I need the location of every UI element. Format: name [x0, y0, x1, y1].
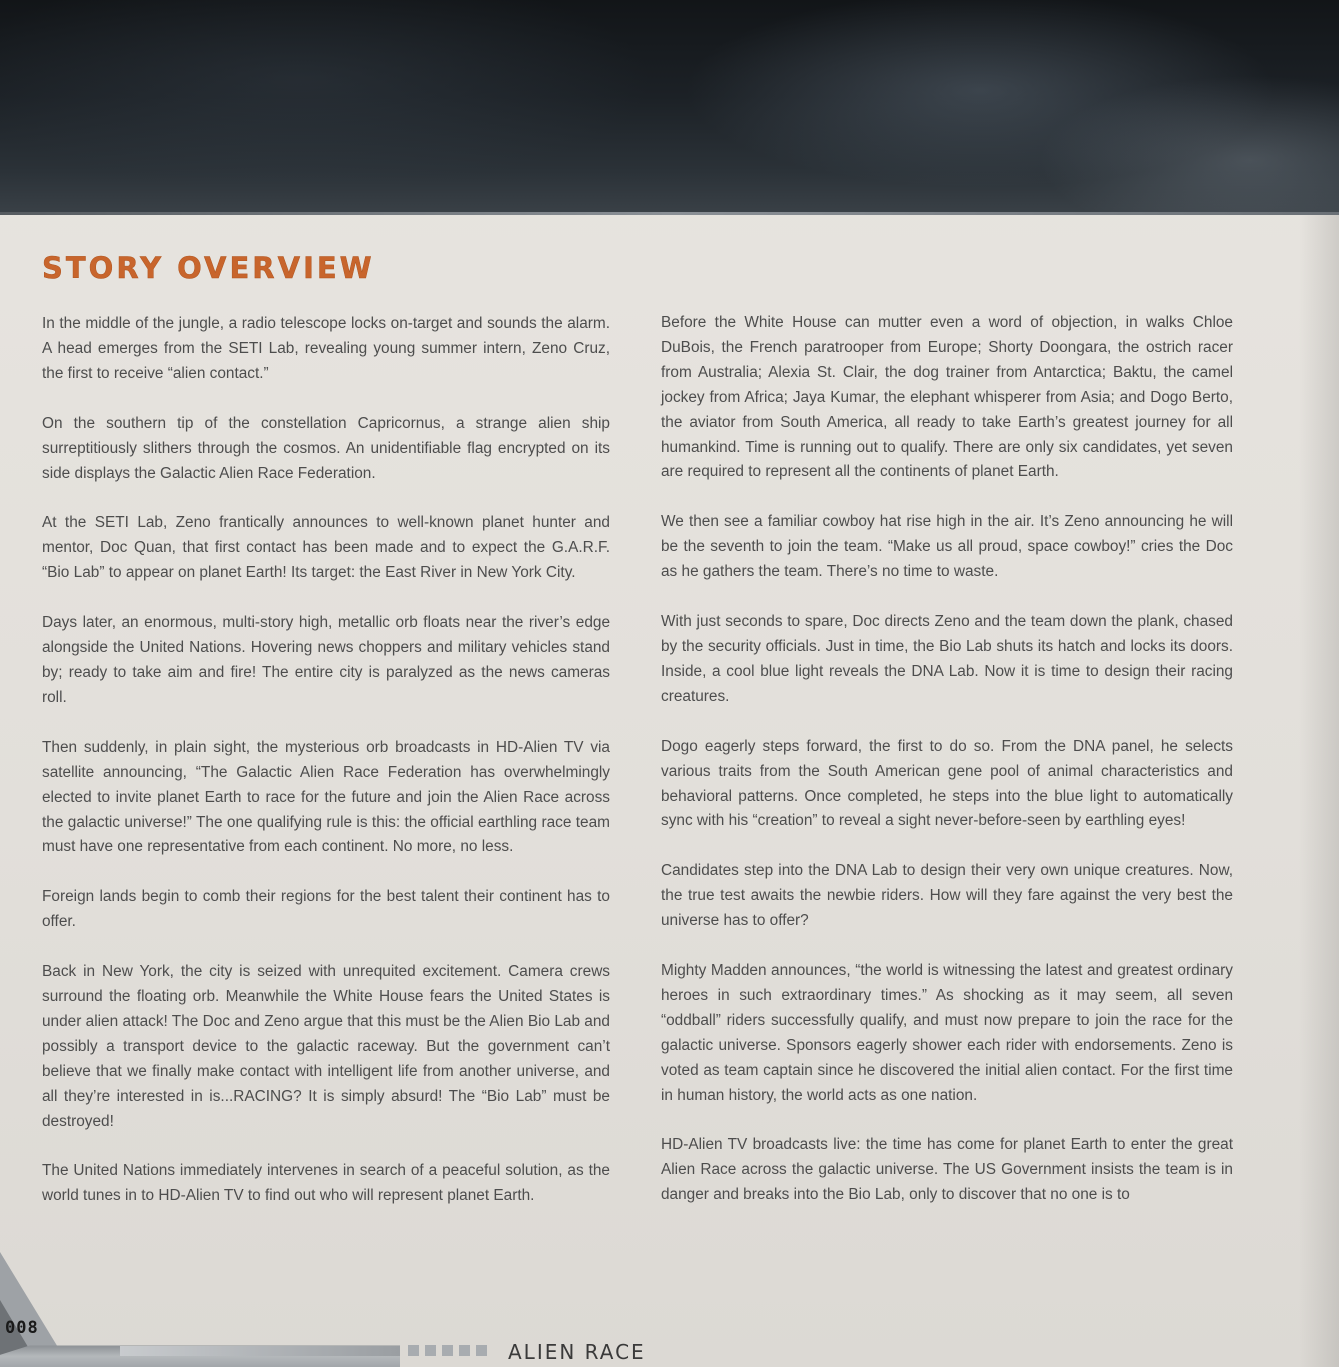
paragraph: With just seconds to spare, Doc directs Zeno and the team down the plank, chased by the security officials. Just in time, the Bio Lab shuts its hatch and locks its doors. Inside, a cool blue light reveals the DNA Lab. Now it is time to design their racing creatures. [661, 613, 1233, 705]
paragraph: HD-Alien TV broadcasts live: the time has come for planet Earth to enter the great Alien Race across the galactic universe. The US Government insists the team is in danger and breaks into the Bio Lab, only to discover that no one is to [661, 1136, 1233, 1204]
footer-brand: ALIEN RACE [508, 1340, 646, 1364]
right-text-column [661, 311, 1233, 1233]
paragraph: Days later, an enormous, multi-story high, metallic orb floats near the river’s edge alongside the United Nations. Hovering news choppers and military vehicles stand by; ready to take aim and fire! The entire city is paralyzed as the news cameras roll. [42, 614, 610, 706]
paragraph: On the southern tip of the constellation Capricornus, a strange alien ship surreptitiously slithers through the cosmos. An unidentifiable flag encrypted on its side displays the Galactic Alien Race Federation. [42, 414, 610, 482]
paragraph: In the middle of the jungle, a radio telescope locks on-target and sounds the alarm. A head emerges from the SETI Lab, revealing young summer intern, Zeno Cruz, the first to receive “alien contact.” [42, 315, 610, 382]
footer-square [459, 1345, 470, 1356]
paragraph: The United Nations immediately intervenes in search of a peaceful solution, as the world tunes in to HD-Alien TV to find out who will represent planet Earth. [42, 1162, 610, 1205]
paragraph: At the SETI Lab, Zeno frantically announces to well-known planet hunter and mentor, Doc Quan, that first contact has been made and to expect the G.A.R.F. “Bio Lab” to appear on planet Earth! Its target: the East River in New York City. [42, 514, 610, 582]
paragraph: Back in New York, the city is seized with unrequited excitement. Camera crews surround the floating orb. Meanwhile the White House fears the United States is under alien attack! The Doc and Zeno argue that this must be the Alien Bio Lab and possibly a transport device to the galactic raceway. But the government can’t believe that we finally make contact with intelligent life from another universe, and all they’re interested in is...RACING? It is simply absurd! The “Bio Lab” must be destroyed! [42, 963, 610, 1130]
footer-square [442, 1345, 453, 1356]
paragraph: We then see a familiar cowboy hat rise high in the air. It’s Zeno announcing he will be the seventh to join the team. “Make us all proud, space cowboy!” cries the Doc as he gathers the team. There’s no time to waste. [661, 513, 1233, 581]
header-image-band [0, 0, 1339, 215]
paragraph: Dogo eagerly steps forward, the first to do so. From the DNA panel, he selects various traits from the South American gene pool of animal characteristics and behavioral patterns. Once completed, he steps into the blue light to automatically sync with his “creation” to reveal a sight never-before-seen by earthling eyes! [661, 737, 1233, 830]
page-edge-shadow [1299, 215, 1339, 1367]
paragraph: Candidates step into the DNA Lab to design their very own unique creatures. Now, the true test awaits the newbie riders. How will they fare against the very best the universe has to offer? [661, 862, 1233, 930]
page-number: 008 [5, 1318, 39, 1338]
footer-bar-highlight [120, 1346, 400, 1356]
left-text-column [42, 312, 610, 1234]
footer-square [408, 1345, 419, 1356]
footer-decorative-squares [408, 1345, 487, 1356]
page-title: STORY OVERVIEW [42, 251, 375, 285]
footer-square [476, 1345, 487, 1356]
paragraph: Foreign lands begin to comb their regions for the best talent their continent has to offer. [42, 888, 610, 931]
paragraph: Mighty Madden announces, “the world is witnessing the latest and greatest ordinary heroes in such extraordinary times.” As shocking as it may seem, all seven “oddball” riders successfully qualify, and must now prepare to join the race for the galactic universe. Sponsors eagerly shower each rider with endorsements. Zeno is voted as team captain since he discovered the initial alien contact. For the first time in human history, the world acts as one nation. [661, 962, 1233, 1104]
paragraph: Then suddenly, in plain sight, the mysterious orb broadcasts in HD-Alien TV via satellite announcing, “The Galactic Alien Race Federation has overwhelmingly elected to invite planet Earth to race for the future and join the Alien Race across the galactic universe!” The one qualifying rule is this: the official earthling race team must have one representative from each continent. No more, no less. [42, 738, 610, 856]
footer-square [425, 1345, 436, 1356]
paragraph: Before the White House can mutter even a word of objection, in walks Chloe DuBois, the French paratrooper from Europe; Shorty Doongara, the ostrich racer from Australia; Alexia St. Clair, the dog trainer from Antarctica; Baktu, the camel jockey from Africa; Jaya Kumar, the elephant whisperer from Asia; and Dogo Berto, the aviator from South America, all ready to take Earth’s greatest journey for all humankind. Time is running out to qualify. There are only six candidates, yet seven are required to represent all the continents of planet Earth. [661, 314, 1233, 481]
